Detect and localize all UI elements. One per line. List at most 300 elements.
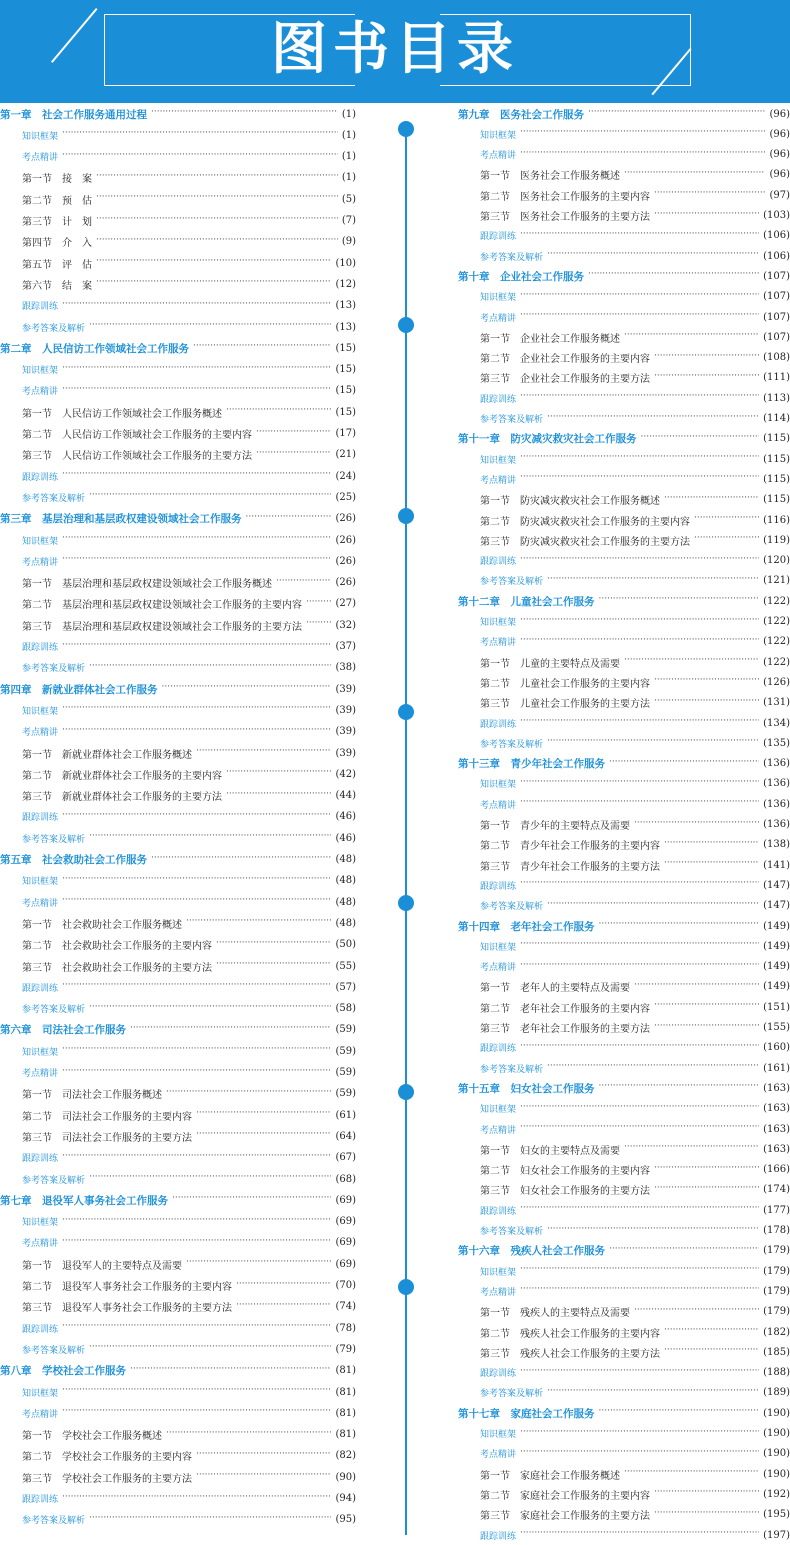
toc-leader-dots bbox=[62, 1408, 331, 1418]
toc-section-number: 第一节 bbox=[480, 983, 510, 995]
toc-entry-title: 第一章 社会工作服务通用过程 bbox=[0, 108, 147, 121]
toc-leader-dots bbox=[634, 820, 759, 830]
toc-chapter-entry[interactable] bbox=[458, 754, 790, 774]
toc-leader-dots bbox=[89, 322, 331, 332]
toc-page-number: (111) bbox=[763, 372, 790, 384]
toc-section-entry[interactable] bbox=[458, 652, 790, 672]
toc-page-number: (24) bbox=[335, 470, 356, 482]
toc-sub-entry[interactable] bbox=[458, 1058, 790, 1078]
toc-leader-dots bbox=[62, 876, 331, 886]
toc-sub-entry[interactable] bbox=[458, 1099, 790, 1119]
toc-chapter-entry[interactable] bbox=[0, 104, 356, 124]
toc-page-number: (67) bbox=[335, 1152, 356, 1164]
toc-section-number: 第一节 bbox=[22, 579, 52, 591]
toc-sub-entry[interactable] bbox=[0, 1403, 356, 1423]
toc-leader-dots bbox=[520, 292, 759, 302]
toc-sub-entry[interactable] bbox=[0, 1382, 356, 1402]
toc-sub-entry[interactable] bbox=[0, 977, 356, 997]
toc-page-number: (10) bbox=[335, 257, 356, 269]
toc-leader-dots bbox=[520, 779, 759, 789]
toc-leader-dots bbox=[599, 596, 760, 606]
toc-section-entry[interactable] bbox=[0, 594, 356, 614]
toc-section-entry[interactable] bbox=[458, 997, 790, 1017]
toc-section-title: 新就业群体社会工作服务的主要内容 bbox=[62, 770, 222, 782]
toc-sub-entry[interactable] bbox=[0, 360, 356, 380]
toc-entry-title: 考点精讲 bbox=[480, 151, 517, 162]
toc-sub-entry[interactable] bbox=[458, 287, 790, 307]
toc-entry-title bbox=[458, 1020, 650, 1035]
toc-entry-title: 参考答案及解析 bbox=[22, 1516, 86, 1527]
toc-section-entry[interactable] bbox=[458, 1160, 790, 1180]
toc-sub-entry[interactable] bbox=[0, 551, 356, 571]
toc-chapter-entry[interactable] bbox=[0, 850, 356, 870]
timeline-dot bbox=[398, 1084, 414, 1100]
toc-section-number: 第二节 bbox=[22, 600, 52, 612]
toc-sub-entry[interactable] bbox=[0, 1148, 356, 1168]
toc-sub-entry[interactable] bbox=[458, 449, 790, 469]
toc-section-title: 医务社会工作服务的主要方法 bbox=[520, 212, 650, 223]
toc-sub-entry[interactable] bbox=[0, 296, 356, 316]
toc-entry-title: 考点精讲 bbox=[480, 638, 517, 649]
toc-sub-entry[interactable] bbox=[0, 1169, 356, 1189]
toc-section-entry[interactable] bbox=[0, 1446, 356, 1466]
toc-entry-title bbox=[0, 788, 222, 803]
toc-entry-title bbox=[458, 1345, 660, 1360]
toc-page-number: (5) bbox=[341, 193, 356, 205]
toc-page-number: (115) bbox=[763, 453, 790, 465]
toc-sub-entry[interactable] bbox=[0, 700, 356, 720]
toc-section-title: 学校社会工作服务概述 bbox=[62, 1431, 162, 1443]
toc-leader-dots bbox=[96, 237, 338, 247]
timeline-dot bbox=[398, 1279, 414, 1295]
toc-leader-dots bbox=[96, 194, 338, 204]
toc-page-number: (134) bbox=[763, 717, 790, 729]
toc-sub-entry[interactable] bbox=[458, 1281, 790, 1301]
toc-leader-dots bbox=[196, 1110, 331, 1120]
toc-sub-entry[interactable] bbox=[0, 892, 356, 912]
toc-sub-entry[interactable] bbox=[0, 1233, 356, 1253]
toc-section-entry[interactable] bbox=[458, 1302, 790, 1322]
toc-sub-entry[interactable] bbox=[458, 632, 790, 652]
toc-leader-dots bbox=[196, 1131, 331, 1141]
toc-entry-title: 跟踪训练 bbox=[480, 232, 517, 243]
toc-sub-entry[interactable] bbox=[0, 871, 356, 891]
toc-section-entry[interactable] bbox=[0, 274, 356, 294]
toc-section-entry[interactable] bbox=[458, 672, 790, 692]
toc-page-number: (115) bbox=[763, 494, 790, 506]
toc-entry-title: 知识框架 bbox=[22, 1388, 59, 1399]
toc-entry-title: 考点精讲 bbox=[480, 800, 517, 811]
toc-page-number: (147) bbox=[763, 900, 790, 912]
toc-chapter-entry[interactable] bbox=[458, 429, 790, 449]
toc-leader-dots bbox=[654, 353, 759, 363]
toc-sub-entry[interactable] bbox=[458, 571, 790, 591]
toc-entry-title bbox=[458, 1182, 650, 1197]
toc-section-entry[interactable] bbox=[0, 424, 356, 444]
toc-sub-entry[interactable] bbox=[0, 1489, 356, 1509]
toc-section-title: 老年社会工作服务的主要内容 bbox=[520, 1003, 650, 1015]
toc-leader-dots bbox=[520, 1429, 759, 1439]
toc-entry-title bbox=[458, 695, 650, 710]
toc-entry-title: 第八章 学校社会工作服务 bbox=[0, 1365, 126, 1378]
toc-sub-entry[interactable] bbox=[458, 1525, 790, 1545]
toc-page-number: (149) bbox=[763, 961, 790, 973]
toc-sub-entry[interactable] bbox=[458, 1444, 790, 1464]
toc-leader-dots bbox=[599, 921, 760, 931]
timeline-dot bbox=[398, 121, 414, 137]
toc-sub-entry[interactable] bbox=[458, 246, 790, 266]
toc-entry-title bbox=[0, 916, 182, 931]
toc-chapter-entry[interactable] bbox=[458, 591, 790, 611]
toc-sub-entry[interactable] bbox=[458, 794, 790, 814]
toc-entry-title bbox=[458, 208, 650, 223]
toc-section-entry[interactable] bbox=[458, 1139, 790, 1159]
toc-section-entry[interactable] bbox=[458, 1505, 790, 1525]
toc-section-entry[interactable] bbox=[458, 977, 790, 997]
toc-section-entry[interactable] bbox=[458, 368, 790, 388]
toc-leader-dots bbox=[520, 150, 765, 160]
toc-section-entry[interactable] bbox=[458, 855, 790, 875]
toc-page-number: (190) bbox=[763, 1407, 790, 1419]
toc-sub-entry[interactable] bbox=[0, 1041, 356, 1061]
toc-section-title: 儿童社会工作服务的主要内容 bbox=[520, 678, 650, 690]
toc-leader-dots bbox=[151, 855, 331, 865]
toc-section-number: 第一节 bbox=[22, 1431, 52, 1443]
toc-page-number: (46) bbox=[335, 811, 356, 823]
toc-sub-entry[interactable] bbox=[0, 637, 356, 657]
toc-section-entry[interactable] bbox=[0, 786, 356, 806]
toc-section-entry[interactable] bbox=[458, 835, 790, 855]
toc-sub-entry[interactable] bbox=[458, 1424, 790, 1444]
toc-section-entry[interactable] bbox=[458, 815, 790, 835]
toc-entry-title: 考点精讲 bbox=[22, 728, 59, 739]
toc-chapter-entry[interactable] bbox=[458, 266, 790, 286]
toc-sub-entry[interactable] bbox=[458, 409, 790, 429]
toc-section-number: 第二节 bbox=[480, 678, 510, 690]
toc-entry-title: 第二章 人民信访工作领域社会工作服务 bbox=[0, 342, 189, 355]
toc-entry-title bbox=[458, 1487, 650, 1502]
toc-entry-title bbox=[0, 213, 92, 228]
toc-leader-dots bbox=[520, 454, 759, 464]
toc-section-entry[interactable] bbox=[458, 206, 790, 226]
toc-entry-title bbox=[0, 1299, 232, 1314]
toc-entry-title: 考点精讲 bbox=[480, 963, 517, 974]
toc-section-entry[interactable] bbox=[458, 165, 790, 185]
toc-section-entry[interactable] bbox=[458, 510, 790, 530]
toc-chapter-entry[interactable] bbox=[458, 916, 790, 936]
toc-leader-dots bbox=[520, 129, 765, 139]
toc-leader-dots bbox=[599, 1408, 760, 1418]
toc-entry-title: 第九章 医务社会工作服务 bbox=[458, 108, 584, 121]
toc-leader-dots bbox=[547, 1388, 759, 1398]
toc-section-number: 第三节 bbox=[480, 212, 510, 223]
toc-section-entry[interactable] bbox=[0, 211, 356, 231]
toc-entry-title bbox=[0, 192, 92, 207]
toc-page-number: (94) bbox=[335, 1493, 356, 1504]
toc-section-entry[interactable] bbox=[0, 573, 356, 593]
toc-section-title: 企业社会工作服务的主要方法 bbox=[520, 374, 650, 386]
toc-section-entry[interactable] bbox=[458, 530, 790, 550]
toc-section-entry[interactable] bbox=[458, 327, 790, 347]
timeline-dot bbox=[398, 508, 414, 524]
header-banner bbox=[0, 0, 790, 103]
toc-sub-entry[interactable] bbox=[458, 713, 790, 733]
toc-chapter-entry[interactable] bbox=[458, 1078, 790, 1098]
toc-section-entry[interactable] bbox=[0, 232, 356, 252]
toc-section-entry[interactable] bbox=[0, 253, 356, 273]
toc-chapter-entry[interactable] bbox=[0, 679, 356, 699]
toc-leader-dots bbox=[62, 1046, 331, 1056]
toc-sub-entry[interactable] bbox=[458, 1221, 790, 1241]
toc-page-number: (81) bbox=[335, 1407, 356, 1419]
toc-leader-dots bbox=[186, 1259, 331, 1269]
toc-section-entry[interactable] bbox=[0, 1084, 356, 1104]
toc-section-entry[interactable] bbox=[0, 935, 356, 955]
toc-sub-entry[interactable] bbox=[0, 147, 356, 167]
toc-leader-dots bbox=[520, 617, 759, 627]
toc-entry-title: 跟踪训练 bbox=[22, 472, 59, 483]
toc-section-entry[interactable] bbox=[0, 1467, 356, 1487]
toc-entry-title: 第三章 基层治理和基层政权建设领域社会工作服务 bbox=[0, 513, 242, 526]
toc-entry-title: 跟踪训练 bbox=[22, 1324, 59, 1335]
toc-section-number: 第一节 bbox=[22, 408, 52, 420]
toc-sub-entry[interactable] bbox=[0, 1212, 356, 1232]
toc-sub-entry[interactable] bbox=[458, 1119, 790, 1139]
toc-sub-entry[interactable] bbox=[458, 145, 790, 165]
toc-leader-dots bbox=[62, 705, 331, 715]
toc-section-title: 妇女社会工作服务的主要内容 bbox=[520, 1166, 650, 1178]
toc-sub-entry[interactable] bbox=[0, 828, 356, 848]
toc-section-entry[interactable] bbox=[0, 764, 356, 784]
toc-sub-entry[interactable] bbox=[0, 1318, 356, 1338]
toc-sub-entry[interactable] bbox=[0, 317, 356, 337]
toc-sub-entry[interactable] bbox=[458, 307, 790, 327]
toc-sub-entry[interactable] bbox=[0, 807, 356, 827]
toc-entry-title: 知识框架 bbox=[480, 1105, 517, 1116]
toc-sub-entry[interactable] bbox=[458, 1038, 790, 1058]
toc-section-entry[interactable] bbox=[0, 1254, 356, 1274]
toc-entry-title: 参考答案及解析 bbox=[22, 323, 86, 334]
toc-entry-title bbox=[458, 1467, 620, 1482]
toc-leader-dots bbox=[306, 620, 331, 630]
toc-chapter-entry[interactable] bbox=[0, 338, 356, 358]
toc-entry-title bbox=[458, 370, 650, 385]
toc-section-number: 第二节 bbox=[22, 1452, 52, 1464]
toc-section-entry[interactable] bbox=[0, 1105, 356, 1125]
toc-section-entry[interactable] bbox=[0, 956, 356, 976]
toc-page-number: (182) bbox=[763, 1326, 790, 1338]
toc-entry-title bbox=[0, 618, 302, 633]
toc-leader-dots bbox=[664, 860, 759, 870]
toc-section-title: 新就业群体社会工作服务的主要方法 bbox=[62, 792, 222, 804]
toc-chapter-entry[interactable] bbox=[458, 104, 790, 124]
toc-sub-entry[interactable] bbox=[0, 999, 356, 1019]
toc-section-entry[interactable] bbox=[458, 1322, 790, 1342]
toc-page-number: (27) bbox=[335, 598, 356, 610]
toc-sub-entry[interactable] bbox=[458, 226, 790, 246]
toc-section-entry[interactable] bbox=[458, 348, 790, 368]
toc-section-entry[interactable] bbox=[458, 1484, 790, 1504]
toc-entry-title: 知识框架 bbox=[480, 1267, 517, 1278]
toc-page-number: (190) bbox=[763, 1448, 790, 1460]
toc-sub-entry[interactable] bbox=[458, 469, 790, 489]
toc-sub-entry[interactable] bbox=[458, 388, 790, 408]
toc-section-entry[interactable] bbox=[0, 1276, 356, 1296]
toc-section-entry[interactable] bbox=[458, 1342, 790, 1362]
toc-page-number: (37) bbox=[335, 641, 356, 652]
toc-leader-dots bbox=[520, 1104, 759, 1114]
toc-section-number: 第一节 bbox=[480, 171, 510, 183]
toc-entry-title: 考点精讲 bbox=[480, 313, 517, 324]
toc-leader-dots bbox=[588, 109, 765, 119]
toc-section-number: 第一节 bbox=[480, 1470, 510, 1482]
toc-sub-entry[interactable] bbox=[458, 551, 790, 571]
toc-chapter-entry[interactable] bbox=[458, 1241, 790, 1261]
toc-page-number: (59) bbox=[335, 1067, 356, 1078]
toc-sub-entry[interactable] bbox=[458, 1383, 790, 1403]
toc-page-number: (55) bbox=[335, 960, 356, 972]
toc-section-entry[interactable] bbox=[0, 1126, 356, 1146]
toc-page-number: (48) bbox=[335, 854, 356, 865]
toc-sub-entry[interactable] bbox=[0, 530, 356, 550]
toc-section-title: 接 案 bbox=[62, 174, 92, 186]
toc-section-title: 人民信访工作领域社会工作服务的主要内容 bbox=[62, 430, 252, 441]
toc-page-number: (7) bbox=[341, 215, 356, 226]
toc-leader-dots bbox=[547, 1063, 759, 1073]
toc-sub-entry[interactable] bbox=[0, 1063, 356, 1083]
toc-page-number: (149) bbox=[763, 981, 790, 993]
toc-section-entry[interactable] bbox=[0, 168, 356, 188]
toc-entry-title bbox=[0, 767, 222, 782]
toc-leader-dots bbox=[624, 332, 759, 342]
toc-leader-dots bbox=[654, 211, 759, 221]
toc-sub-entry[interactable] bbox=[0, 125, 356, 145]
toc-entry-title: 跟踪训练 bbox=[22, 302, 59, 313]
toc-leader-dots bbox=[624, 170, 765, 180]
toc-section-entry[interactable] bbox=[0, 913, 356, 933]
toc-entry-title: 考点精讲 bbox=[22, 557, 59, 568]
toc-page-number: (21) bbox=[335, 449, 356, 461]
toc-section-entry[interactable] bbox=[0, 743, 356, 763]
toc-entry-title: 知识框架 bbox=[480, 1430, 517, 1440]
toc-leader-dots bbox=[547, 1226, 759, 1236]
toc-sub-entry[interactable] bbox=[458, 1261, 790, 1281]
toc-entry-title bbox=[0, 447, 252, 462]
toc-section-number: 第三节 bbox=[480, 1024, 510, 1035]
toc-chapter-entry[interactable] bbox=[0, 1361, 356, 1381]
toc-section-entry[interactable] bbox=[458, 1464, 790, 1484]
toc-chapter-entry[interactable] bbox=[458, 1403, 790, 1423]
toc-section-entry[interactable] bbox=[0, 402, 356, 422]
toc-leader-dots bbox=[654, 1489, 759, 1499]
toc-sub-entry[interactable] bbox=[458, 733, 790, 753]
toc-section-entry[interactable] bbox=[0, 445, 356, 465]
toc-page-number: (1) bbox=[341, 108, 356, 120]
toc-leader-dots bbox=[520, 474, 759, 484]
toc-sub-entry[interactable] bbox=[458, 875, 790, 895]
toc-entry-title: 知识框架 bbox=[480, 455, 517, 466]
toc-leader-dots bbox=[520, 962, 759, 972]
toc-sub-entry[interactable] bbox=[458, 957, 790, 977]
toc-section-title: 残疾人社会工作服务的主要内容 bbox=[520, 1328, 660, 1340]
toc-chapter-entry[interactable] bbox=[0, 1020, 356, 1040]
toc-section-entry[interactable] bbox=[458, 693, 790, 713]
toc-sub-entry[interactable] bbox=[0, 658, 356, 678]
toc-leader-dots bbox=[226, 769, 331, 779]
toc-page-number: (131) bbox=[763, 697, 790, 709]
toc-page-number: (81) bbox=[335, 1365, 356, 1377]
toc-sub-entry[interactable] bbox=[458, 1200, 790, 1220]
toc-page-number: (106) bbox=[763, 250, 790, 262]
toc-sub-entry[interactable] bbox=[0, 466, 356, 486]
toc-entry-title: 考点精讲 bbox=[480, 1287, 517, 1298]
toc-section-title: 基层治理和基层政权建设领域社会工作服务的主要内容 bbox=[62, 600, 302, 612]
toc-sub-entry[interactable] bbox=[0, 722, 356, 742]
toc-page-number: (1) bbox=[341, 151, 356, 163]
toc-leader-dots bbox=[520, 1368, 759, 1378]
toc-entry-title: 参考答案及解析 bbox=[22, 1005, 86, 1016]
toc-section-title: 防灾减灾救灾社会工作服务的主要方法 bbox=[520, 536, 690, 548]
toc-section-entry[interactable] bbox=[458, 1180, 790, 1200]
toc-sub-entry[interactable] bbox=[458, 124, 790, 144]
toc-entry-title: 跟踪训练 bbox=[480, 557, 517, 568]
toc-section-entry[interactable] bbox=[0, 615, 356, 635]
toc-page-number: (69) bbox=[335, 1216, 356, 1228]
toc-page-number: (119) bbox=[763, 534, 790, 546]
toc-leader-dots bbox=[172, 1195, 331, 1205]
toc-page-number: (161) bbox=[763, 1062, 790, 1074]
toc-section-number: 第二节 bbox=[22, 941, 52, 953]
toc-sub-entry[interactable] bbox=[458, 612, 790, 632]
toc-chapter-entry[interactable] bbox=[0, 509, 356, 529]
toc-section-entry[interactable] bbox=[458, 185, 790, 205]
toc-entry-title bbox=[0, 170, 92, 185]
toc-leader-dots bbox=[654, 1185, 759, 1195]
toc-page-number: (147) bbox=[763, 879, 790, 891]
toc-section-number: 第四节 bbox=[22, 238, 52, 250]
toc-page-number: (81) bbox=[335, 1386, 356, 1398]
toc-leader-dots bbox=[62, 897, 331, 907]
toc-entry-title bbox=[0, 405, 222, 420]
toc-sub-entry[interactable] bbox=[458, 1363, 790, 1383]
toc-section-entry[interactable] bbox=[0, 1297, 356, 1317]
timeline-dot bbox=[398, 895, 414, 911]
toc-sub-entry[interactable] bbox=[458, 774, 790, 794]
toc-leader-dots bbox=[306, 599, 331, 609]
toc-sub-entry[interactable] bbox=[0, 1339, 356, 1359]
toc-sub-entry[interactable] bbox=[0, 1510, 356, 1530]
toc-entry-title: 知识框架 bbox=[480, 780, 517, 791]
toc-page-number: (59) bbox=[335, 1045, 356, 1057]
toc-leader-dots bbox=[520, 1124, 759, 1134]
toc-section-entry[interactable] bbox=[458, 490, 790, 510]
toc-sub-entry[interactable] bbox=[0, 381, 356, 401]
toc-entry-title: 参考答案及解析 bbox=[480, 1227, 544, 1237]
toc-sub-entry[interactable] bbox=[458, 936, 790, 956]
toc-section-entry[interactable] bbox=[0, 189, 356, 209]
toc-entry-title bbox=[458, 979, 630, 994]
toc-entry-title: 参考答案及解析 bbox=[22, 664, 86, 675]
toc-section-entry[interactable] bbox=[458, 1018, 790, 1038]
toc-sub-entry[interactable] bbox=[458, 896, 790, 916]
toc-section-entry[interactable] bbox=[0, 1425, 356, 1445]
toc-chapter-entry[interactable] bbox=[0, 1190, 356, 1210]
toc-entry-title: 知识框架 bbox=[22, 877, 59, 888]
toc-section-title: 预 估 bbox=[62, 195, 92, 207]
toc-sub-entry[interactable] bbox=[0, 487, 356, 507]
toc-entry-title bbox=[0, 1448, 192, 1463]
toc-page-number: (59) bbox=[335, 1024, 356, 1036]
